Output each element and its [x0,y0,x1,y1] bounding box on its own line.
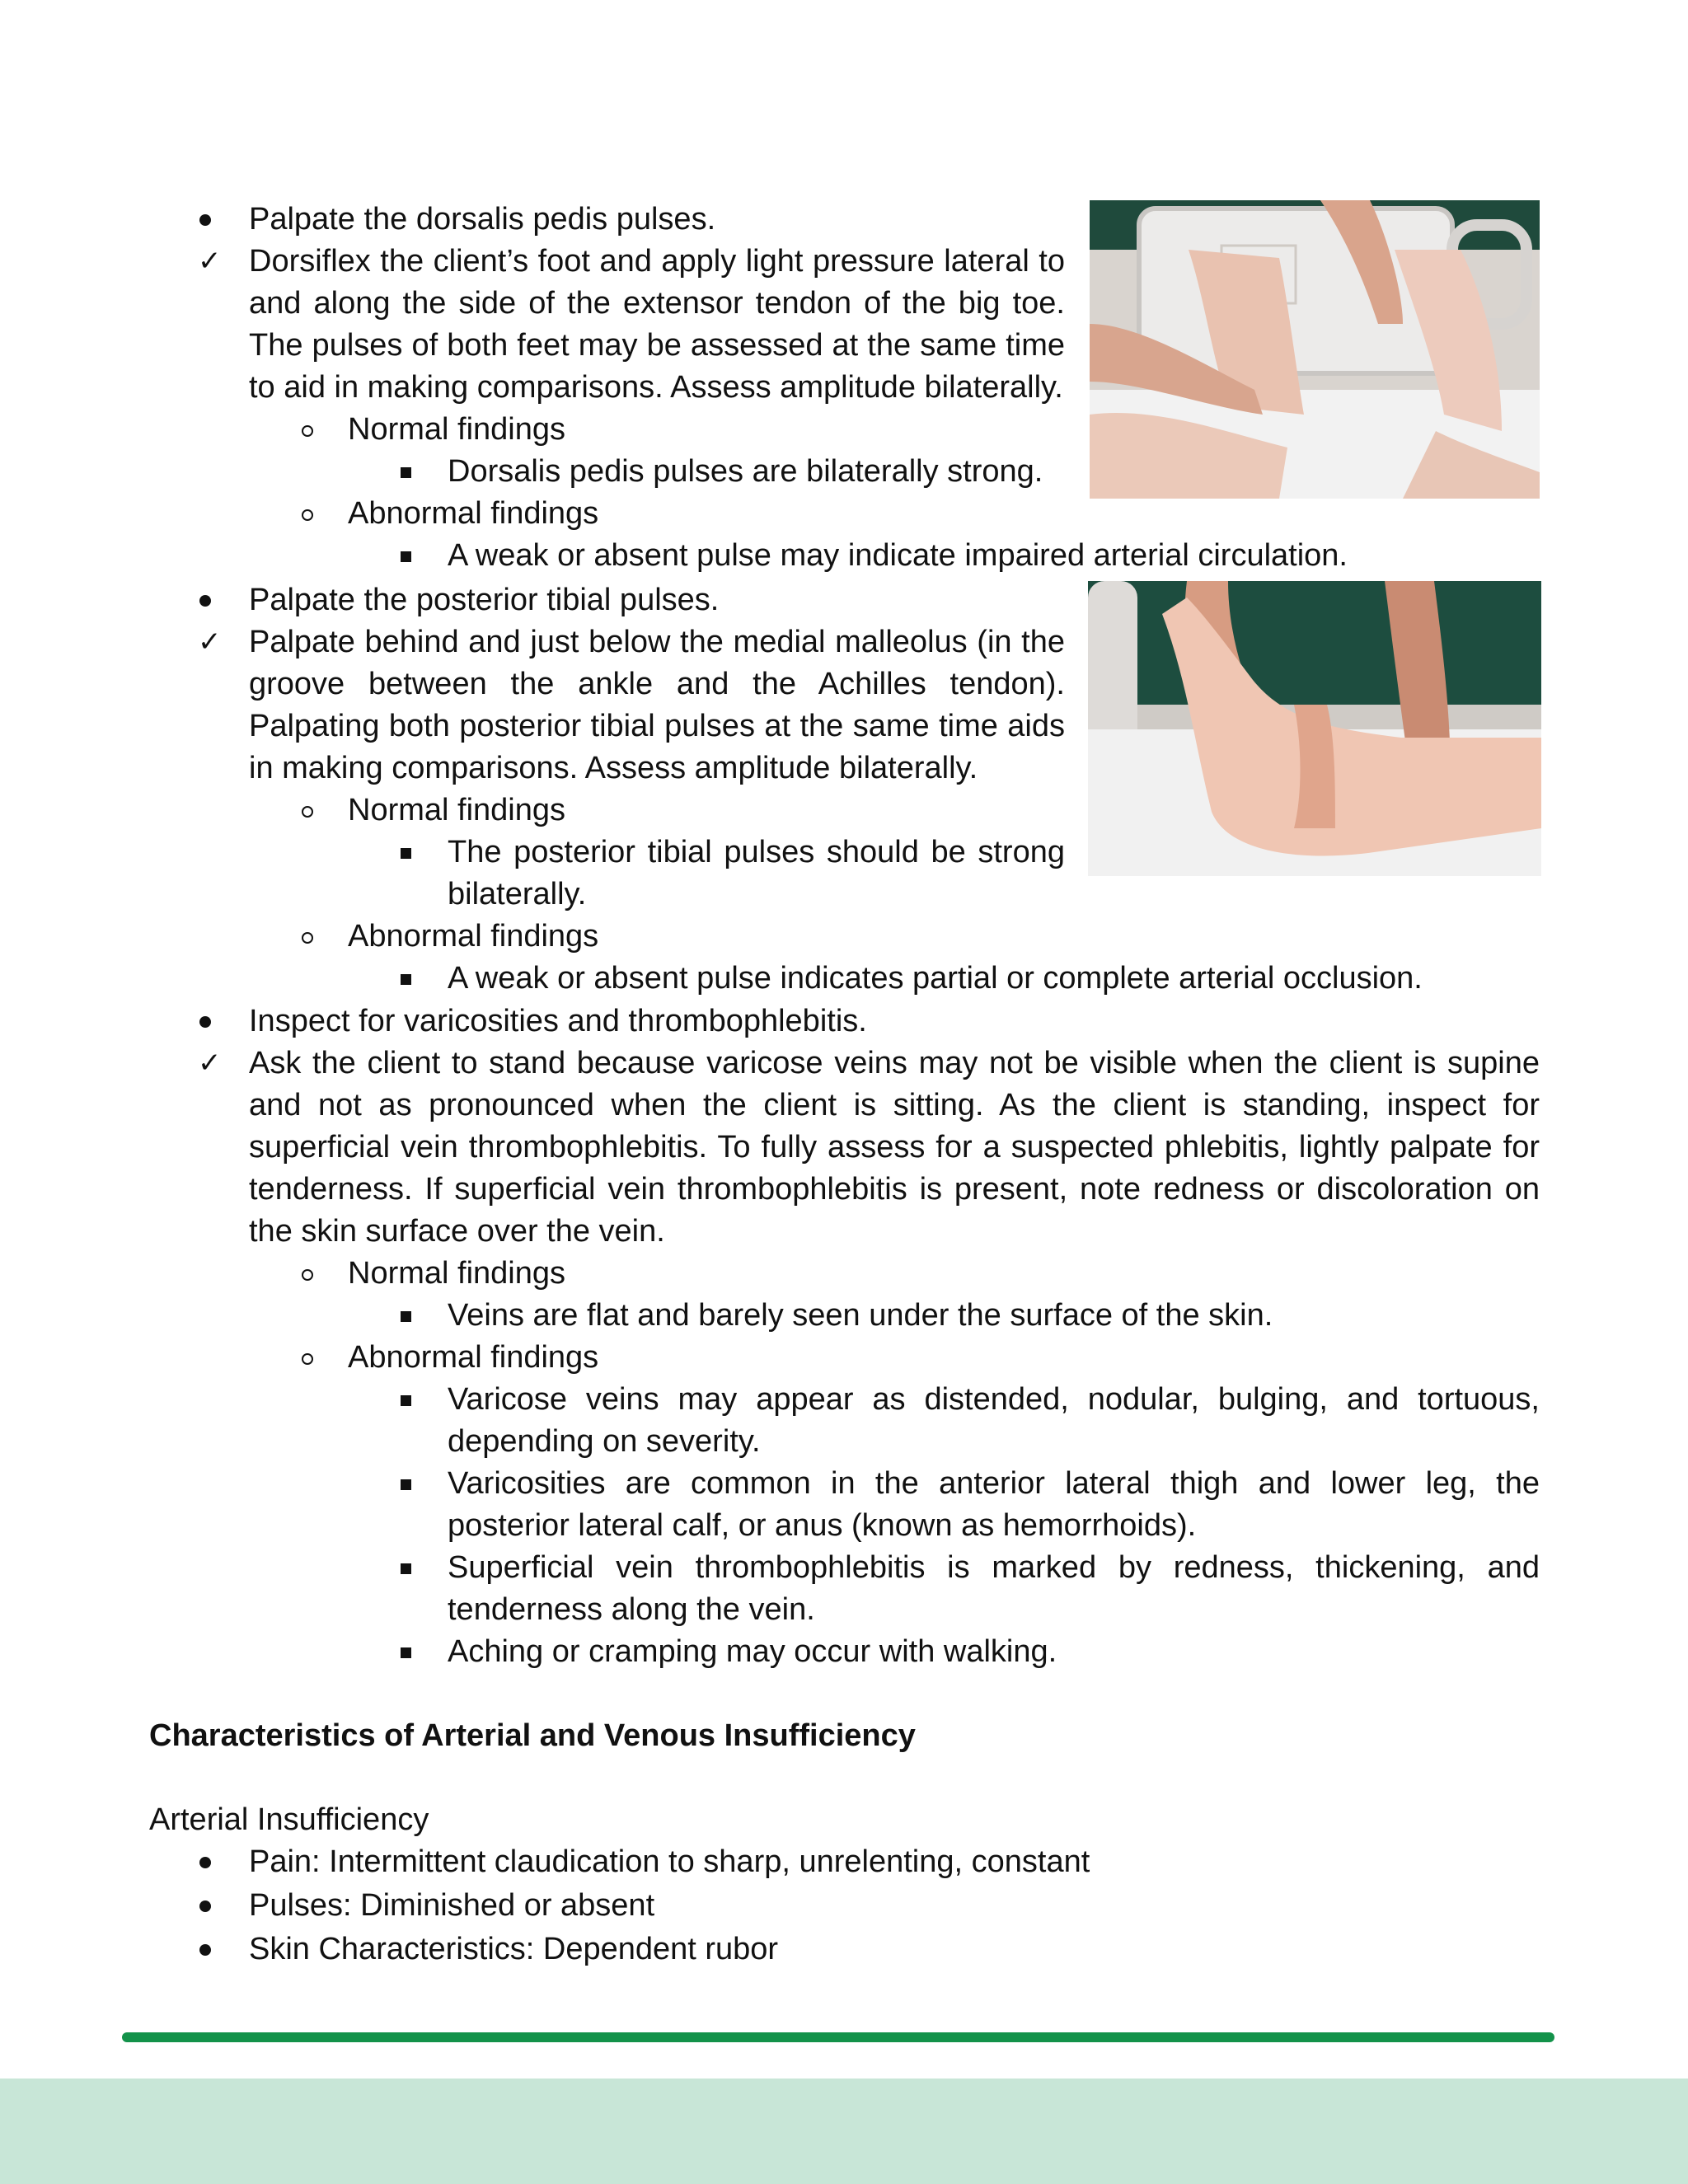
varicosities-abnormal-label: Abnormal findings [348,1340,599,1375]
varicosities-normal-item: Veins are flat and barely seen under the surface of the skin. [448,1298,1273,1333]
square-bullet-icon [401,848,411,859]
bullet-dot [199,595,211,607]
dorsalis-abnormal-label: Abnormal findings [348,496,599,531]
dorsalis-bullet-text: Palpate the dorsalis pedis pulses. [249,202,716,237]
posterior-tibial-photo [1088,581,1541,876]
varicosities-instruction: Ask the client to stand because varicose veins may not be visible when the client is supine and not as pronounced when the client is sitting. As the client is standing, inspect for superficial vein thrombophlebitis. To fully assess for a suspected phlebitis, lightly palpate for tenderness. If superficial vein thrombophlebitis is present, note redness or discoloration on the skin surface over the vein. [249,1046,1540,1249]
square-bullet-icon [401,1311,411,1322]
varicosities-abnormal-item: Aching or cramping may occur with walking. [448,1634,1057,1669]
bullet-dot [199,1016,211,1028]
tibial-abnormal-label: Abnormal findings [348,919,599,954]
characteristic-item: Skin Characteristics: Dependent rubor [249,1932,779,1966]
varicosities-bullet-text: Inspect for varicosities and thrombophlebitis. [249,1004,867,1038]
square-bullet-icon [401,1479,411,1490]
check-mark-icon: ✓ [198,1047,222,1080]
varicosities-abnormal-item: Varicose veins may appear as distended, nodular, bulging, and tortuous, depending on severity. [448,1382,1540,1459]
footer-band [0,2079,1688,2184]
characteristic-item: Pulses: Diminished or absent [249,1888,655,1923]
tibial-bullet-text: Palpate the posterior tibial pulses. [249,583,720,617]
varicosities-abnormal-item: Varicosities are common in the anterior lateral thigh and lower leg, the posterior lateral calf, or anus (known as hemorrhoids). [448,1466,1540,1543]
dorsalis-normal-item: Dorsalis pedis pulses are bilaterally strong. [448,454,1043,489]
section-heading: Characteristics of Arterial and Venous Insufficiency [149,1718,916,1753]
varicosities-normal-label: Normal findings [348,1256,565,1291]
dorsalis-normal-label: Normal findings [348,412,565,447]
varicosities-abnormal-item: Superficial vein thrombophlebitis is marked by redness, thickening, and tenderness along the vein. [448,1550,1540,1627]
circle-bullet-icon [302,425,313,437]
square-bullet-icon [401,974,411,985]
circle-bullet-icon [302,932,313,944]
square-bullet-icon [401,1563,411,1574]
bullet-dot [199,1900,211,1912]
subsection-heading: Arterial Insufficiency [149,1802,429,1837]
bullet-dot [199,1944,211,1956]
tibial-instruction: Palpate behind and just below the medial malleolus (in the groove between the ankle and the Achilles tendon). Palpating both posterior tibial pulses at the same time aids in making comparisons. Assess amplitude bilaterally. [249,625,1065,785]
circle-bullet-icon [302,1353,313,1365]
check-mark-icon: ✓ [198,626,222,658]
square-bullet-icon [401,551,411,562]
characteristic-item: Pain: Intermittent claudication to sharp, unrelenting, constant [249,1844,1090,1879]
circle-bullet-icon [302,1269,313,1281]
circle-bullet-icon [302,806,313,818]
dorsalis-pedis-photo [1090,200,1540,499]
foot-palpation-illustration [1090,200,1540,499]
accent-rule [122,2032,1554,2042]
square-bullet-icon [401,1395,411,1406]
tibial-abnormal-item: A weak or absent pulse indicates partial or complete arterial occlusion. [448,961,1423,996]
square-bullet-icon [401,1647,411,1658]
dorsalis-abnormal-item: A weak or absent pulse may indicate impaired arterial circulation. [448,538,1348,573]
bullet-dot [199,1857,211,1868]
square-bullet-icon [401,467,411,478]
ankle-palpation-illustration [1088,581,1541,876]
tibial-normal-item: The posterior tibial pulses should be strong bilaterally. [448,835,1065,912]
dorsalis-instruction: Dorsiflex the client’s foot and apply light pressure lateral to and along the side of the extensor tendon of the big toe. The pulses of both feet may be assessed at the same time to aid in making comparisons. Assess amplitude bilaterally. [249,244,1065,405]
check-mark-icon: ✓ [198,245,222,278]
tibial-normal-label: Normal findings [348,793,565,827]
circle-bullet-icon [302,509,313,521]
bullet-dot [199,214,211,226]
